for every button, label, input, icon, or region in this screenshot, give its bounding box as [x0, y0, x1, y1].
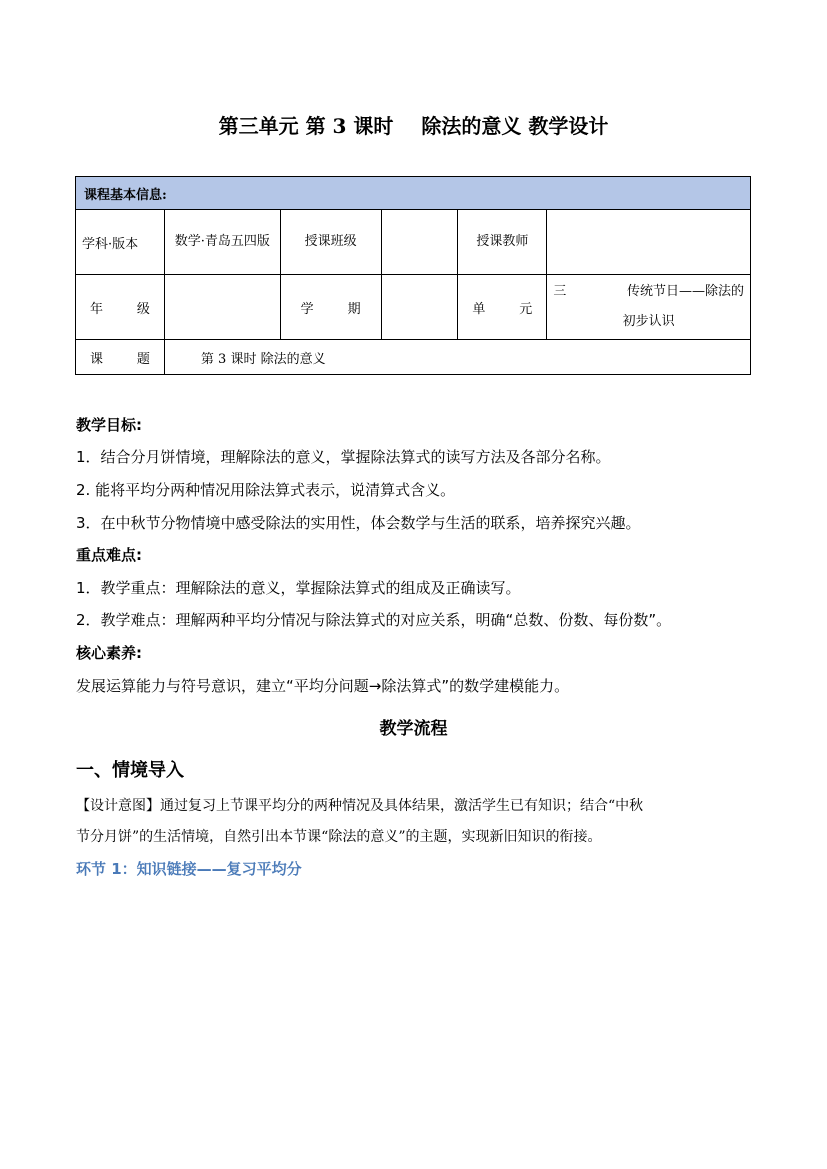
- page-title: [0, 110, 827, 139]
- design-intent-line: 节分月饼”的生活情境，自然引出本节课“除法的意义”的主题，实现新旧知识的衔接。: [76, 829, 602, 845]
- unit-value: 三 传统节日——除法的 初步认识: [547, 275, 751, 340]
- goal-item: 2. 能将平均分两种情况用除法算式表示，说清算式含义。: [76, 481, 456, 499]
- teacher-label: 授课教师: [458, 210, 547, 275]
- goals-heading: 教学目标:: [76, 416, 142, 434]
- class-label: 授课班级: [280, 210, 381, 275]
- goal-item: 1．结合分月饼情境，理解除法的意义，掌握除法算式的读写方法及各部分名称。: [76, 448, 611, 466]
- term-value: [381, 275, 458, 340]
- link-step-heading: 环节 1：知识链接——复习平均分: [76, 860, 302, 878]
- goal-item: 3．在中秋节分物情境中感受除法的实用性，体会数学与生活的联系，培养探究兴趣。: [76, 514, 641, 532]
- title-part1: 第三单元 第 3 课时: [218, 114, 394, 138]
- table-header-row: [76, 177, 751, 210]
- design-intent-line: 【设计意图】通过复习上节课平均分的两种情况及具体结果，激活学生已有知识；结合“中秋: [76, 798, 644, 814]
- topic-label: 课 题: [76, 340, 165, 375]
- term-label: 学 期: [280, 275, 381, 340]
- flow-heading: 教学流程: [379, 719, 448, 739]
- unit-label: 单 元: [458, 275, 547, 340]
- table-row: [76, 340, 751, 375]
- title-part2: 除法的意义 教学设计: [421, 114, 609, 138]
- grade-value: [164, 275, 280, 340]
- section-heading: 一、情境导入: [76, 760, 184, 781]
- subject-value: 数学·青岛五四版: [164, 210, 280, 275]
- class-value: [381, 210, 458, 275]
- key-point-item: 2．教学难点：理解两种平均分情况与除法算式的对应关系，明确“总数、份数、每份数”。: [76, 611, 672, 629]
- teacher-value: [547, 210, 751, 275]
- key-point-item: 1．教学重点：理解除法的意义，掌握除法算式的组成及正确读写。: [76, 579, 521, 597]
- table-row: [76, 275, 751, 340]
- topic-value: 第 3 课时 除法的意义: [164, 340, 750, 375]
- core-heading: 核心素养:: [76, 644, 142, 662]
- table-row: [76, 210, 751, 275]
- table-header: 课程基本信息:: [76, 177, 751, 210]
- course-info-table: [75, 176, 751, 375]
- core-text: 发展运算能力与符号意识，建立“平均分问题→除法算式”的数学建模能力。: [76, 677, 570, 695]
- key-points-heading: 重点难点:: [76, 546, 142, 564]
- subject-label: 学科·版本: [76, 210, 165, 275]
- grade-label: 年 级: [76, 275, 165, 340]
